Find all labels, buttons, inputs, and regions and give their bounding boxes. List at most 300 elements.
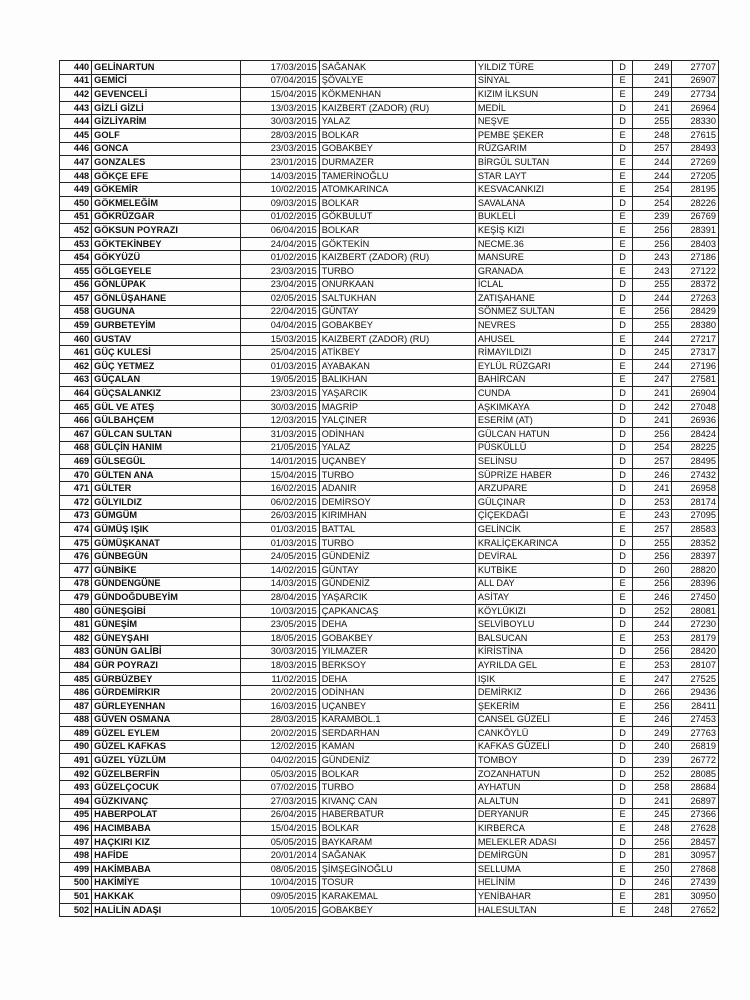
points-value: 241 — [633, 101, 672, 115]
registration-number: 27230 — [672, 618, 719, 632]
sire-name: GOBAKBEY — [319, 319, 475, 333]
sex-code: E — [612, 577, 632, 591]
table-row — [60, 468, 719, 482]
sire-name: TURBO — [319, 536, 475, 550]
table-row — [60, 767, 719, 781]
sire-name: TURBO — [319, 264, 475, 278]
dam-name: GRANADA — [475, 264, 612, 278]
points-value: 256 — [633, 699, 672, 713]
points-value: 240 — [633, 740, 672, 754]
horse-name: GELİNARTUN — [92, 61, 241, 75]
dam-name: IŞIK — [475, 672, 612, 686]
dam-name: BALSUCAN — [475, 631, 612, 645]
sex-code: D — [612, 767, 632, 781]
row-number: 497 — [60, 835, 92, 849]
table-row — [60, 428, 719, 442]
points-value: 250 — [633, 863, 672, 877]
row-number: 481 — [60, 618, 92, 632]
table-row — [60, 441, 719, 455]
row-number: 499 — [60, 863, 92, 877]
horse-name: GÜLSEGÜL — [92, 455, 241, 469]
points-value: 248 — [633, 822, 672, 836]
points-value: 239 — [633, 754, 672, 768]
sire-name: KIRIMHAN — [319, 509, 475, 523]
table-row — [60, 754, 719, 768]
table-row — [60, 536, 719, 550]
points-value: 256 — [633, 224, 672, 238]
birth-date: 15/03/2015 — [241, 332, 320, 346]
birth-date: 13/03/2015 — [241, 101, 320, 115]
points-value: 245 — [633, 808, 672, 822]
dam-name: MANSURE — [475, 251, 612, 265]
birth-date: 28/03/2015 — [241, 713, 320, 727]
birth-date: 17/03/2015 — [241, 61, 320, 75]
sire-name: YAŞARCIK — [319, 387, 475, 401]
sex-code: D — [612, 835, 632, 849]
points-value: 243 — [633, 251, 672, 265]
sex-code: E — [612, 237, 632, 251]
points-value: 254 — [633, 441, 672, 455]
horse-name: HAFİDE — [92, 849, 241, 863]
birth-date: 27/03/2015 — [241, 795, 320, 809]
points-value: 256 — [633, 428, 672, 442]
registration-number: 27734 — [672, 88, 719, 102]
sex-code: E — [612, 74, 632, 88]
horse-name: HABERPOLAT — [92, 808, 241, 822]
birth-date: 23/04/2015 — [241, 278, 320, 292]
birth-date: 01/03/2015 — [241, 536, 320, 550]
row-number: 460 — [60, 332, 92, 346]
sex-code: E — [612, 822, 632, 836]
dam-name: STAR LAYT — [475, 169, 612, 183]
table-row — [60, 686, 719, 700]
registration-number: 29436 — [672, 686, 719, 700]
row-number: 451 — [60, 210, 92, 224]
birth-date: 30/03/2015 — [241, 115, 320, 129]
sex-code: E — [612, 128, 632, 142]
points-value: 248 — [633, 903, 672, 917]
sire-name: GÖKTEKİN — [319, 237, 475, 251]
sire-name: ONURKAAN — [319, 278, 475, 292]
sire-name: BOLKAR — [319, 196, 475, 210]
sire-name: SAĞANAK — [319, 61, 475, 75]
dam-name: KAFKAS GÜZELİ — [475, 740, 612, 754]
sire-name: GOBAKBEY — [319, 142, 475, 156]
dam-name: ZATIŞAHANE — [475, 292, 612, 306]
row-number: 443 — [60, 101, 92, 115]
row-number: 476 — [60, 550, 92, 564]
birth-date: 28/03/2015 — [241, 128, 320, 142]
sire-name: ADANIR — [319, 482, 475, 496]
sire-name: DEHA — [319, 618, 475, 632]
birth-date: 09/05/2015 — [241, 890, 320, 904]
sire-name: TURBO — [319, 781, 475, 795]
sex-code: D — [612, 686, 632, 700]
table-row — [60, 509, 719, 523]
registration-number: 28107 — [672, 659, 719, 673]
table-row — [60, 210, 719, 224]
birth-date: 14/01/2015 — [241, 455, 320, 469]
registration-number: 28352 — [672, 536, 719, 550]
sex-code: E — [612, 890, 632, 904]
row-number: 500 — [60, 876, 92, 890]
horse-name: GÜLÇİN HANIM — [92, 441, 241, 455]
row-number: 493 — [60, 781, 92, 795]
birth-date: 23/05/2015 — [241, 618, 320, 632]
points-value: 253 — [633, 496, 672, 510]
registry-table — [59, 60, 719, 917]
horse-name: GEMİCİ — [92, 74, 241, 88]
points-value: 241 — [633, 482, 672, 496]
points-value: 243 — [633, 264, 672, 278]
birth-date: 04/02/2015 — [241, 754, 320, 768]
registration-number: 27615 — [672, 128, 719, 142]
birth-date: 10/04/2015 — [241, 876, 320, 890]
table-row — [60, 550, 719, 564]
row-number: 456 — [60, 278, 92, 292]
points-value: 257 — [633, 455, 672, 469]
registration-number: 28403 — [672, 237, 719, 251]
birth-date: 20/01/2014 — [241, 849, 320, 863]
table-row — [60, 645, 719, 659]
sex-code: D — [612, 795, 632, 809]
birth-date: 01/02/2015 — [241, 251, 320, 265]
points-value: 241 — [633, 387, 672, 401]
horse-name: GOLF — [92, 128, 241, 142]
dam-name: GÜLÇINAR — [475, 496, 612, 510]
points-value: 257 — [633, 142, 672, 156]
table-row — [60, 496, 719, 510]
dam-name: TOMBOY — [475, 754, 612, 768]
horse-name: GÖKMELEĞİM — [92, 196, 241, 210]
row-number: 473 — [60, 509, 92, 523]
points-value: 244 — [633, 169, 672, 183]
row-number: 445 — [60, 128, 92, 142]
points-value: 249 — [633, 88, 672, 102]
horse-name: GUGUNA — [92, 305, 241, 319]
birth-date: 01/03/2015 — [241, 523, 320, 537]
sire-name: BOLKAR — [319, 822, 475, 836]
sex-code: D — [612, 319, 632, 333]
sex-code: E — [612, 903, 632, 917]
registration-number: 27095 — [672, 509, 719, 523]
table-row — [60, 292, 719, 306]
horse-name: GÖNLÜPAK — [92, 278, 241, 292]
dam-name: KIZIM İLKSUN — [475, 88, 612, 102]
points-value: 246 — [633, 876, 672, 890]
registration-number: 28085 — [672, 767, 719, 781]
table-row — [60, 142, 719, 156]
horse-name: GÖKÇE EFE — [92, 169, 241, 183]
registration-number: 27217 — [672, 332, 719, 346]
row-number: 490 — [60, 740, 92, 754]
dam-name: AŞKIMKAYA — [475, 400, 612, 414]
registration-number: 27453 — [672, 713, 719, 727]
points-value: 241 — [633, 414, 672, 428]
sex-code: E — [612, 183, 632, 197]
registration-number: 27868 — [672, 863, 719, 877]
dam-name: ESERİM (AT) — [475, 414, 612, 428]
dam-name: SELVİBOYLU — [475, 618, 612, 632]
points-value: 246 — [633, 468, 672, 482]
registration-number: 28495 — [672, 455, 719, 469]
sire-name: TOSUR — [319, 876, 475, 890]
sex-code: D — [612, 604, 632, 618]
dam-name: SÖNMEZ SULTAN — [475, 305, 612, 319]
birth-date: 19/05/2015 — [241, 373, 320, 387]
table-row — [60, 278, 719, 292]
dam-name: ARZUPARE — [475, 482, 612, 496]
sex-code: D — [612, 849, 632, 863]
dam-name: GELİNCİK — [475, 523, 612, 537]
row-number: 477 — [60, 563, 92, 577]
table-row — [60, 781, 719, 795]
row-number: 498 — [60, 849, 92, 863]
sire-name: GOBAKBEY — [319, 903, 475, 917]
registration-number: 28429 — [672, 305, 719, 319]
registration-number: 28380 — [672, 319, 719, 333]
birth-date: 22/04/2015 — [241, 305, 320, 319]
row-number: 482 — [60, 631, 92, 645]
registration-number: 27366 — [672, 808, 719, 822]
sex-code: E — [612, 305, 632, 319]
table-row — [60, 631, 719, 645]
table-row — [60, 577, 719, 591]
points-value: 266 — [633, 686, 672, 700]
registration-number: 27707 — [672, 61, 719, 75]
registration-number: 26769 — [672, 210, 719, 224]
horse-name: GÜL VE ATEŞ — [92, 400, 241, 414]
birth-date: 23/01/2015 — [241, 156, 320, 170]
points-value: 252 — [633, 604, 672, 618]
sex-code: E — [612, 659, 632, 673]
dam-name: CANKÖYLÜ — [475, 727, 612, 741]
horse-name: GÜNDOĞDUBEYİM — [92, 591, 241, 605]
dam-name: ASİTAY — [475, 591, 612, 605]
registration-number: 28081 — [672, 604, 719, 618]
birth-date: 14/03/2015 — [241, 169, 320, 183]
sex-code: D — [612, 455, 632, 469]
sire-name: ŞÖVALYE — [319, 74, 475, 88]
table-row — [60, 156, 719, 170]
horse-name: GEVENCELİ — [92, 88, 241, 102]
birth-date: 10/03/2015 — [241, 604, 320, 618]
points-value: 244 — [633, 292, 672, 306]
sire-name: ODİNHAN — [319, 428, 475, 442]
horse-name: GÜNEŞGİBİ — [92, 604, 241, 618]
table-row — [60, 251, 719, 265]
row-number: 494 — [60, 795, 92, 809]
table-row — [60, 237, 719, 251]
horse-name: GÜRDEMİRKIR — [92, 686, 241, 700]
row-number: 458 — [60, 305, 92, 319]
sex-code: E — [612, 523, 632, 537]
points-value: 247 — [633, 373, 672, 387]
registration-number: 28493 — [672, 142, 719, 156]
sex-code: E — [612, 156, 632, 170]
sire-name: TAMERİNOĞLU — [319, 169, 475, 183]
horse-name: GÜLTEN ANA — [92, 468, 241, 482]
horse-name: GÜÇ KULESİ — [92, 346, 241, 360]
row-number: 502 — [60, 903, 92, 917]
birth-date: 02/05/2015 — [241, 292, 320, 306]
registration-number: 27048 — [672, 400, 719, 414]
registration-number: 26897 — [672, 795, 719, 809]
birth-date: 20/02/2015 — [241, 727, 320, 741]
dam-name: HALESULTAN — [475, 903, 612, 917]
sire-name: DURMAZER — [319, 156, 475, 170]
sire-name: GÜNDENİZ — [319, 754, 475, 768]
dam-name: SİNYAL — [475, 74, 612, 88]
points-value: 281 — [633, 890, 672, 904]
table-row — [60, 795, 719, 809]
row-number: 469 — [60, 455, 92, 469]
sire-name: GÜNTAY — [319, 563, 475, 577]
sire-name: ATİKBEY — [319, 346, 475, 360]
birth-date: 15/04/2015 — [241, 88, 320, 102]
sire-name: KÖKMENHAN — [319, 88, 475, 102]
horse-name: GÖKTEKİNBEY — [92, 237, 241, 251]
table-row — [60, 822, 719, 836]
sire-name: BOLKAR — [319, 224, 475, 238]
points-value: 256 — [633, 305, 672, 319]
registration-number: 28372 — [672, 278, 719, 292]
birth-date: 12/03/2015 — [241, 414, 320, 428]
dam-name: BUKLELİ — [475, 210, 612, 224]
row-number: 486 — [60, 686, 92, 700]
sire-name: GÖKBULUT — [319, 210, 475, 224]
points-value: 255 — [633, 536, 672, 550]
sire-name: YILMAZER — [319, 645, 475, 659]
sire-name: BOLKAR — [319, 767, 475, 781]
horse-name: GÜZEL EYLEM — [92, 727, 241, 741]
table-row — [60, 563, 719, 577]
row-number: 501 — [60, 890, 92, 904]
horse-name: GİZLİYARİM — [92, 115, 241, 129]
sex-code: D — [612, 754, 632, 768]
horse-name: GÜR POYRAZI — [92, 659, 241, 673]
registration-number: 28457 — [672, 835, 719, 849]
sire-name: YAŞARCIK — [319, 591, 475, 605]
registration-number: 28195 — [672, 183, 719, 197]
sex-code: D — [612, 482, 632, 496]
registration-number: 27525 — [672, 672, 719, 686]
points-value: 246 — [633, 713, 672, 727]
row-number: 461 — [60, 346, 92, 360]
points-value: 246 — [633, 591, 672, 605]
sex-code: E — [612, 713, 632, 727]
table-row — [60, 808, 719, 822]
birth-date: 14/03/2015 — [241, 577, 320, 591]
dam-name: NEVRES — [475, 319, 612, 333]
row-number: 440 — [60, 61, 92, 75]
horse-name: GÖKRÜZGAR — [92, 210, 241, 224]
horse-name: GÜLTER — [92, 482, 241, 496]
registration-number: 27186 — [672, 251, 719, 265]
row-number: 484 — [60, 659, 92, 673]
row-number: 465 — [60, 400, 92, 414]
dam-name: DEMİRKIZ — [475, 686, 612, 700]
horse-name: GÜRLEYENHAN — [92, 699, 241, 713]
dam-name: DERYANUR — [475, 808, 612, 822]
row-number: 446 — [60, 142, 92, 156]
points-value: 244 — [633, 360, 672, 374]
birth-date: 15/04/2015 — [241, 822, 320, 836]
points-value: 248 — [633, 128, 672, 142]
dam-name: AYHATUN — [475, 781, 612, 795]
points-value: 254 — [633, 183, 672, 197]
birth-date: 28/04/2015 — [241, 591, 320, 605]
registration-number: 27196 — [672, 360, 719, 374]
table-row — [60, 863, 719, 877]
dam-name: İCLAL — [475, 278, 612, 292]
registration-number: 27432 — [672, 468, 719, 482]
sex-code: D — [612, 196, 632, 210]
registration-number: 27122 — [672, 264, 719, 278]
row-number: 464 — [60, 387, 92, 401]
birth-date: 01/02/2015 — [241, 210, 320, 224]
row-number: 474 — [60, 523, 92, 537]
row-number: 488 — [60, 713, 92, 727]
sex-code: D — [612, 387, 632, 401]
sex-code: D — [612, 400, 632, 414]
sex-code: D — [612, 563, 632, 577]
sex-code: D — [612, 115, 632, 129]
dam-name: MELEKLER ADASI — [475, 835, 612, 849]
birth-date: 18/03/2015 — [241, 659, 320, 673]
horse-name: GÜNBEGÜN — [92, 550, 241, 564]
dam-name: ŞEKERİM — [475, 699, 612, 713]
sire-name: ÇAPKANCAŞ — [319, 604, 475, 618]
birth-date: 09/03/2015 — [241, 196, 320, 210]
birth-date: 10/05/2015 — [241, 903, 320, 917]
dam-name: RİMAYILDIZI — [475, 346, 612, 360]
table-row — [60, 618, 719, 632]
dam-name: DEMİRGÜN — [475, 849, 612, 863]
table-row — [60, 672, 719, 686]
birth-date: 16/02/2015 — [241, 482, 320, 496]
table-row — [60, 319, 719, 333]
sire-name: MAGRİP — [319, 400, 475, 414]
registry-table-body — [60, 61, 719, 917]
horse-name: GÜNÜN GALİBİ — [92, 645, 241, 659]
row-number: 483 — [60, 645, 92, 659]
horse-name: GÜNDENGÜNE — [92, 577, 241, 591]
row-number: 467 — [60, 428, 92, 442]
sex-code: D — [612, 781, 632, 795]
birth-date: 26/04/2015 — [241, 808, 320, 822]
dam-name: YENİBAHAR — [475, 890, 612, 904]
registration-number: 26936 — [672, 414, 719, 428]
sire-name: TURBO — [319, 468, 475, 482]
sex-code: D — [612, 740, 632, 754]
points-value: 253 — [633, 631, 672, 645]
sire-name: KAIZBERT (ZADOR) (RU) — [319, 251, 475, 265]
table-row — [60, 373, 719, 387]
registration-number: 30957 — [672, 849, 719, 863]
horse-name: GİZLİ GİZLİ — [92, 101, 241, 115]
registration-number: 28684 — [672, 781, 719, 795]
registration-number: 28226 — [672, 196, 719, 210]
sire-name: UÇANBEY — [319, 455, 475, 469]
sex-code: E — [612, 672, 632, 686]
horse-name: GÜVEN OSMANA — [92, 713, 241, 727]
dam-name: SAVALANA — [475, 196, 612, 210]
row-number: 492 — [60, 767, 92, 781]
horse-name: GÜZEL YÜZLÜM — [92, 754, 241, 768]
sex-code: D — [612, 428, 632, 442]
row-number: 471 — [60, 482, 92, 496]
